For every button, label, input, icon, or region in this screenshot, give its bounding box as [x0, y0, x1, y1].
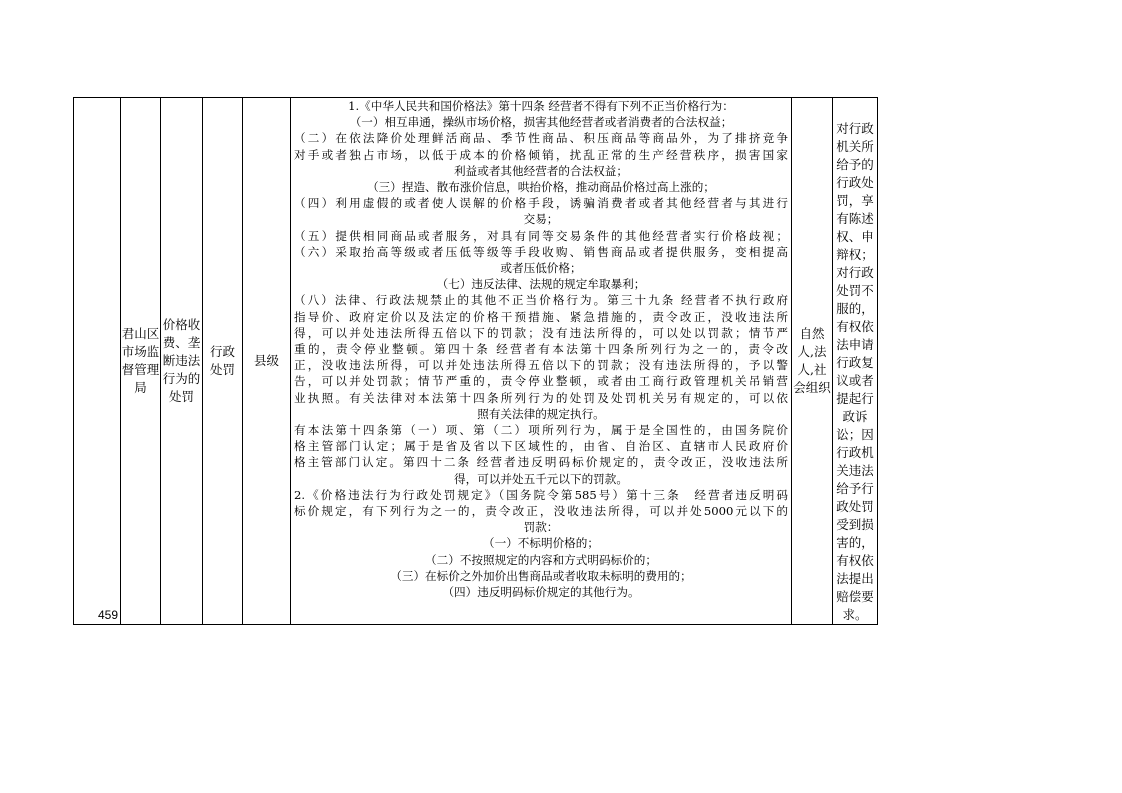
legal-basis-cell — [291, 98, 792, 625]
penalty-table — [73, 97, 878, 625]
subject-text: 自然人,法人,社会组织 — [793, 326, 831, 395]
type-cell — [203, 98, 243, 625]
basis-line: 指导价、政府定价以及法定的价格干预措施、紧急措施的，责令改正，没收违法所 — [294, 309, 788, 324]
table-row — [74, 98, 878, 625]
basis-line: 或者压低价格； — [500, 261, 582, 276]
basis-line: 得，可以并处违法所得五倍以下的罚款；没有违法所得的，可以处以罚款；情节严 — [294, 325, 788, 340]
basis-line: 1.《中华人民共和国价格法》第十四条 经营者不得有下列不正当价格行为： — [348, 99, 734, 113]
legal-basis-text — [294, 98, 788, 600]
basis-line: 告，可以并处罚款；情节严重的，责令停业整顿，或者由工商行政管理机关吊销营 — [294, 374, 788, 389]
basis-line: 正，没收违法所得，可以并处违法所得五倍以下的罚款；没有违法所得的，予以警 — [294, 358, 788, 373]
basis-line: （七）违反法律、法规的规定牟取暴利； — [436, 277, 646, 292]
basis-line: 格主管部门认定。第四十二条 经营者违反明码标价规定的，责令改正，没收违法所 — [294, 455, 788, 470]
basis-line: 2.《价格违法行为行政处罚规定》（国务院令第585号）第十三条 经营者违反明码 — [294, 487, 788, 502]
basis-line: 利益或者其他经营者的合法权益； — [454, 163, 628, 178]
basis-line: （五）提供相同商品或者服务，对具有同等交易条件的其他经营者实行价格歧视； — [294, 228, 788, 243]
basis-line: （八）法律、行政法规禁止的其他不正当价格行为。第三十九条 经营者不执行政府 — [294, 293, 788, 308]
basis-line: 得，可以并处五千元以下的罚款。 — [454, 471, 628, 486]
basis-line: （四）利用虚假的或者使人误解的价格手段，诱骗消费者或者其他经营者与其进行 — [294, 196, 788, 211]
basis-line: 交易； — [523, 212, 559, 227]
basis-line: 标价规定，有下列行为之一的，责令改正，没收违法所得，可以并处5000元以下的 — [294, 504, 788, 519]
basis-line: （四）违反明码标价规定的其他行为。 — [442, 585, 640, 600]
basis-line: （二）不按照规定的内容和方式明码标价的； — [425, 552, 657, 567]
basis-line: （三）在标价之外加价出售商品或者收取未标明的费用的； — [390, 568, 692, 583]
rights-cell — [833, 98, 878, 625]
department-text: 君山区市场监督管理局 — [121, 326, 160, 395]
item-name-text: 价格收费、垄断违法行为的处罚 — [162, 317, 201, 404]
basis-line: 照有关法律的规定执行。 — [477, 406, 605, 421]
basis-line: 对手或者独占市场，以低于成本的价格倾销，扰乱正常的生产经营秩序，损害国家 — [294, 147, 788, 162]
basis-line: （三）捏造、散布涨价信息，哄抬价格，推动商品价格过高上涨的； — [367, 180, 715, 195]
basis-line: 罚款： — [523, 520, 559, 535]
basis-line: （六）采取抬高等级或者压低等级等手段收购、销售商品或者提供服务，变相提高 — [294, 244, 788, 259]
item-name-cell — [161, 98, 203, 625]
basis-line: 业执照。有关法律对本法第十四条所列行为的处罚及处罚机关另有规定的，可以依 — [294, 390, 788, 405]
row-number: 459 — [74, 98, 121, 625]
subject-cell — [792, 98, 833, 625]
department-cell — [121, 98, 161, 625]
basis-line: 重的，责令停业整顿。第四十条 经营者有本法第十四条所列行为之一的，责令改 — [294, 342, 788, 357]
basis-line: （一）相互串通，操纵市场价格，损害其他经营者或者消费者的合法权益； — [349, 115, 733, 130]
basis-line: 格主管部门认定；属于是省及省以下区域性的，由省、自治区、直辖市人民政府价 — [294, 439, 788, 454]
rights-text: 对行政机关所给予的行政处罚，享有陈述权、申辩权；对行政处罚不服的，有权依法申请行政复议或者提起行政诉讼；因行政机关违法给予行政处罚受到损害的，有权依法提出赔偿要求。 — [836, 121, 874, 622]
basis-line: （一）不标明价格的； — [483, 536, 599, 551]
level-cell: 县级 — [243, 98, 291, 625]
basis-line: 有本法第十四条第（一）项、第（二）项所列行为，属于是全国性的，由国务院价 — [294, 423, 788, 438]
basis-line: （二）在依法降价处理鲜活商品、季节性商品、积压商品等商品外，为了排挤竞争 — [294, 131, 788, 146]
type-text: 行政处罚 — [209, 344, 235, 377]
